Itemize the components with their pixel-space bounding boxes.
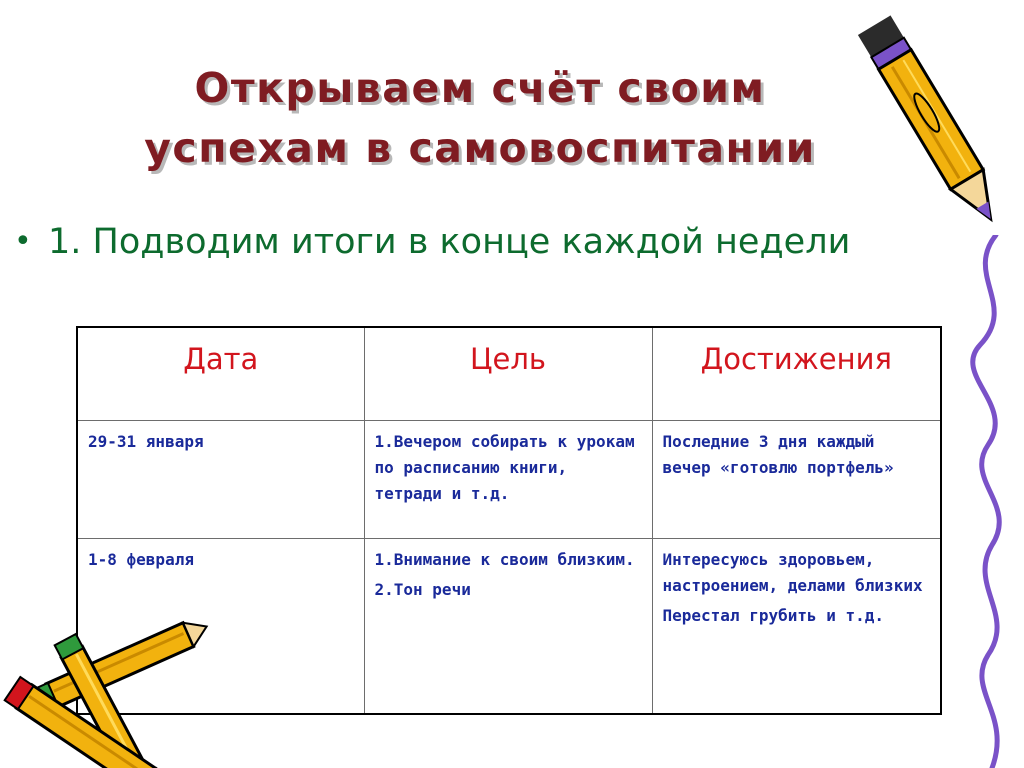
achievement-item: Интересуюсь здоровьем, настроением, делами близких — [662, 549, 923, 595]
achievement-item: Последние 3 дня каждый вечер «готовлю портфель» — [662, 431, 894, 477]
pencils-cluster-icon — [0, 615, 210, 768]
slide-title-line-1: Открываем счёт своим — [194, 64, 766, 112]
slide-title — [20, 58, 940, 178]
goal-item: 1.Вечером собирать к урокам по расписанию книги, тетради и т.д. — [374, 431, 635, 503]
pencil-icon — [850, 0, 1010, 250]
cell-goal — [364, 538, 652, 714]
goal-item: 1.Внимание к своим близким. — [374, 549, 635, 569]
squiggle-line-icon — [958, 235, 1024, 768]
header-date: Дата — [77, 327, 364, 420]
cell-achievements — [652, 538, 941, 714]
header-goal: Цель — [364, 327, 652, 420]
goal-item: 2.Тон речи — [374, 579, 471, 599]
bullet-point — [14, 216, 914, 268]
bullet-text: 1. Подводим итоги в конце каждой недели — [48, 222, 851, 262]
cell-goal — [364, 420, 652, 538]
cell-date: 29-31 января — [77, 420, 364, 538]
cell-date: 1-8 февраля — [77, 538, 364, 714]
header-achievements: Достижения — [652, 327, 941, 420]
cell-achievements — [652, 420, 941, 538]
table-header-row — [77, 327, 941, 420]
achievement-item: Перестал грубить и т.д. — [662, 605, 885, 625]
slide-title-line-2: успехам в самовоспитании — [144, 124, 816, 172]
bullet-dot-icon: • — [14, 224, 32, 259]
table-row — [77, 420, 941, 538]
